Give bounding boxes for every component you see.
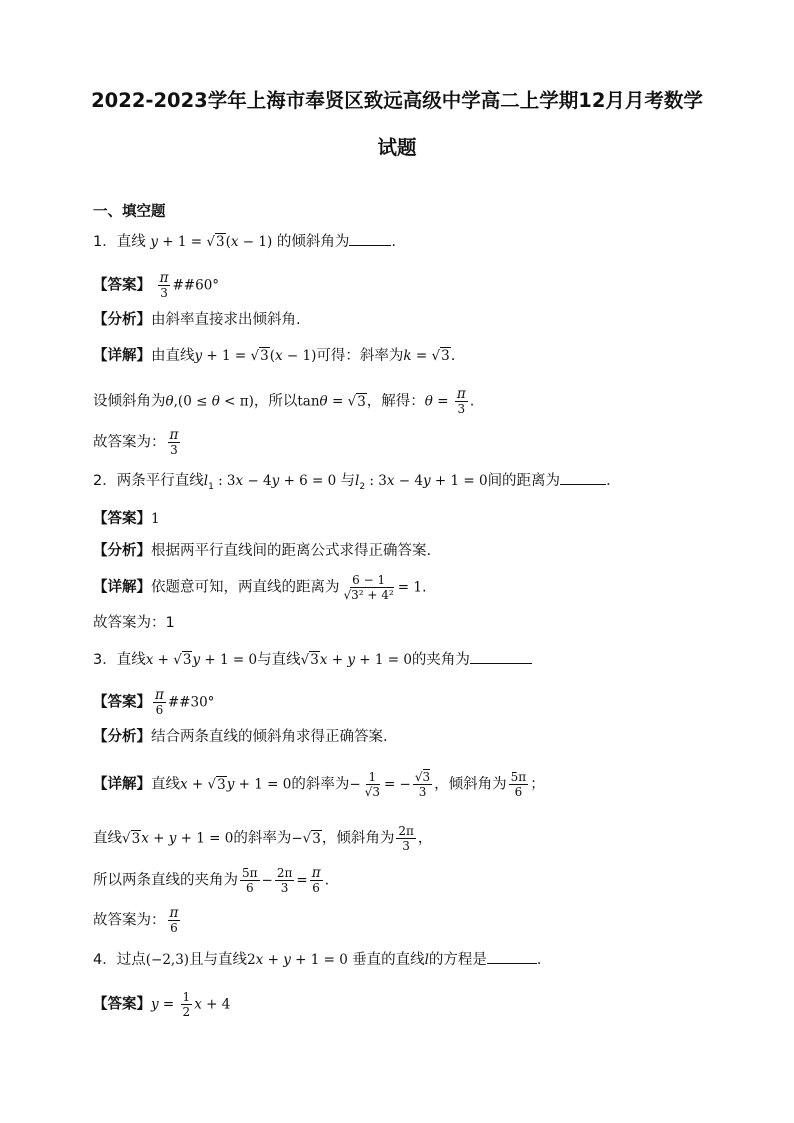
- analysis-row-1: [93, 309, 301, 331]
- question-number: 3．: [93, 652, 117, 668]
- answer-tag: 【答案】: [93, 694, 151, 711]
- question-3: 3．直线x + √3y + 1 = 0与直线√3x + y + 1 = 0的夹角为: [93, 649, 532, 671]
- detail-text: 设倾斜角为: [93, 393, 166, 410]
- detail-text: 直线: [93, 830, 122, 847]
- detail-tag: 【详解】: [93, 348, 151, 364]
- answer-row-4: 【答案】y = $\frac{1}{2}$ x + 4: [93, 990, 231, 1019]
- question-text: 的倾斜角为: [276, 234, 350, 250]
- section-heading: 一、填空题: [93, 204, 166, 220]
- detail-text: 的斜率为: [291, 776, 350, 793]
- detail-text: 由直线: [151, 348, 195, 364]
- analysis-tag: 【分析】: [93, 729, 151, 745]
- question-text: 且与直线: [189, 952, 248, 968]
- question-1: 1．直线 y + 1 = √3(x − 1) 的倾斜角为 .: [93, 231, 396, 253]
- detail-tag: 【详解】: [93, 579, 151, 596]
- detail-text: 依题意可知，两直线的距离为: [151, 579, 340, 596]
- question-text: 两条平行直线: [116, 473, 204, 489]
- title-line-1: 2022-2023学年上海市奉贤区致远高级中学高二上学期12月月考数学: [91, 89, 703, 112]
- question-4: 4．过点(−2,3)且与直线2x + y + 1 = 0 垂直的直线l的方程是 ．: [93, 949, 551, 971]
- detail-text: ，倾斜角为: [434, 776, 507, 793]
- analysis-tag: 【分析】: [93, 543, 151, 559]
- answer-value: 1: [151, 511, 160, 527]
- detail-text: ，解得：: [366, 393, 425, 410]
- detail-row-3b: 直线√3x + y + 1 = 0的斜率为−√3，倾斜角为 $\frac{2\pi}{3}$ ，: [93, 824, 433, 853]
- detail-text: ，所以: [253, 393, 298, 410]
- question-number: 4．: [93, 952, 117, 968]
- analysis-tag: 【分析】: [93, 312, 151, 328]
- final-label: 故答案为：: [93, 434, 166, 451]
- analysis-row-3: [93, 726, 388, 748]
- detail-row-3: 【详解】直线x + √3y + 1 = 0的斜率为− $\frac{1}{√3}$ = − $\frac{√3}{3}$ ，倾斜角为 $\frac{5\pi}{6}$ ；: [93, 770, 545, 799]
- document-title: [60, 77, 734, 171]
- detail-row-3c: 所以两条直线的夹角为 $\frac{5\pi}{6}$ − $\frac{2\pi}{3}$ = $\frac{\pi}{6}$ .: [93, 865, 330, 895]
- detail-row-1b: 设倾斜角为θ,(0 ≤ θ < π)，所以tanθ = √3，解得：θ = $\frac{\pi}{3}$ .: [93, 386, 475, 416]
- question-text: 与: [340, 473, 356, 489]
- answer-blank: [560, 470, 606, 485]
- question-text: 的方程是: [428, 952, 487, 968]
- question-text: 垂直的直线: [352, 952, 425, 968]
- detail-text: 直线: [151, 776, 180, 793]
- question-text: 直线: [116, 652, 146, 668]
- question-text: 与直线: [257, 652, 301, 668]
- answer-tag: 【答案】: [93, 511, 151, 527]
- analysis-row-2: [93, 540, 431, 562]
- final-answer-1: 故答案为： $\frac{\pi}{3}$: [93, 427, 179, 457]
- detail-row-1: 【详解】由直线y + 1 = √3(x − 1)可得：斜率为k = √3.: [93, 348, 456, 364]
- line-symbol: l: [424, 952, 429, 968]
- detail-tag: 【详解】: [93, 776, 151, 793]
- detail-text: ，倾斜角为: [321, 830, 395, 847]
- question-text: 过点: [116, 952, 146, 968]
- answer-row-3: 【答案】 $\frac{\pi}{6}$ ##30°: [93, 687, 215, 717]
- answer-blank: [487, 949, 537, 964]
- answer-row-2: [93, 508, 160, 530]
- question-number: 1．: [93, 234, 117, 250]
- detail-text: 的斜率为: [233, 830, 292, 847]
- detail-text: 所以两条直线的夹角为: [93, 872, 238, 889]
- question-text: 间的距离为: [487, 473, 561, 489]
- analysis-text: 结合两条直线的倾斜角求得正确答案.: [151, 729, 388, 745]
- answer-blank: [470, 649, 532, 664]
- final-answer-3: 故答案为： $\frac{\pi}{6}$: [93, 905, 179, 935]
- answer-tag: 【答案】: [93, 996, 151, 1013]
- answer-row-1: 【答案】 $\frac{\pi}{3}$ ##60°: [93, 270, 220, 300]
- analysis-text: 根据两平行直线间的距离公式求得正确答案.: [151, 543, 432, 559]
- title-line-2: 试题: [377, 136, 417, 159]
- final-label: 故答案为：: [93, 912, 166, 929]
- detail-row-2: 【详解】依题意可知，两直线的距离为 $\frac{6 - 1}{\text{√3² + 4²}}$ = 1.: [93, 573, 427, 602]
- question-text: 直线: [116, 234, 146, 250]
- answer-blank: [349, 231, 391, 246]
- final-answer-2: 故答案为：1: [93, 615, 175, 631]
- question-2: 2．两条平行直线$l_1$ : 3x − 4y + 6 = 0 与$l_2$ : 3x − 4y + 1 = 0间的距离为 ．: [93, 470, 621, 498]
- analysis-text: 由斜率直接求出倾斜角.: [151, 312, 301, 328]
- detail-text: 可得：斜率为: [316, 348, 404, 364]
- answer-tag: 【答案】: [93, 277, 151, 294]
- question-number: 2．: [93, 473, 117, 489]
- question-text: 的夹角为: [411, 652, 470, 668]
